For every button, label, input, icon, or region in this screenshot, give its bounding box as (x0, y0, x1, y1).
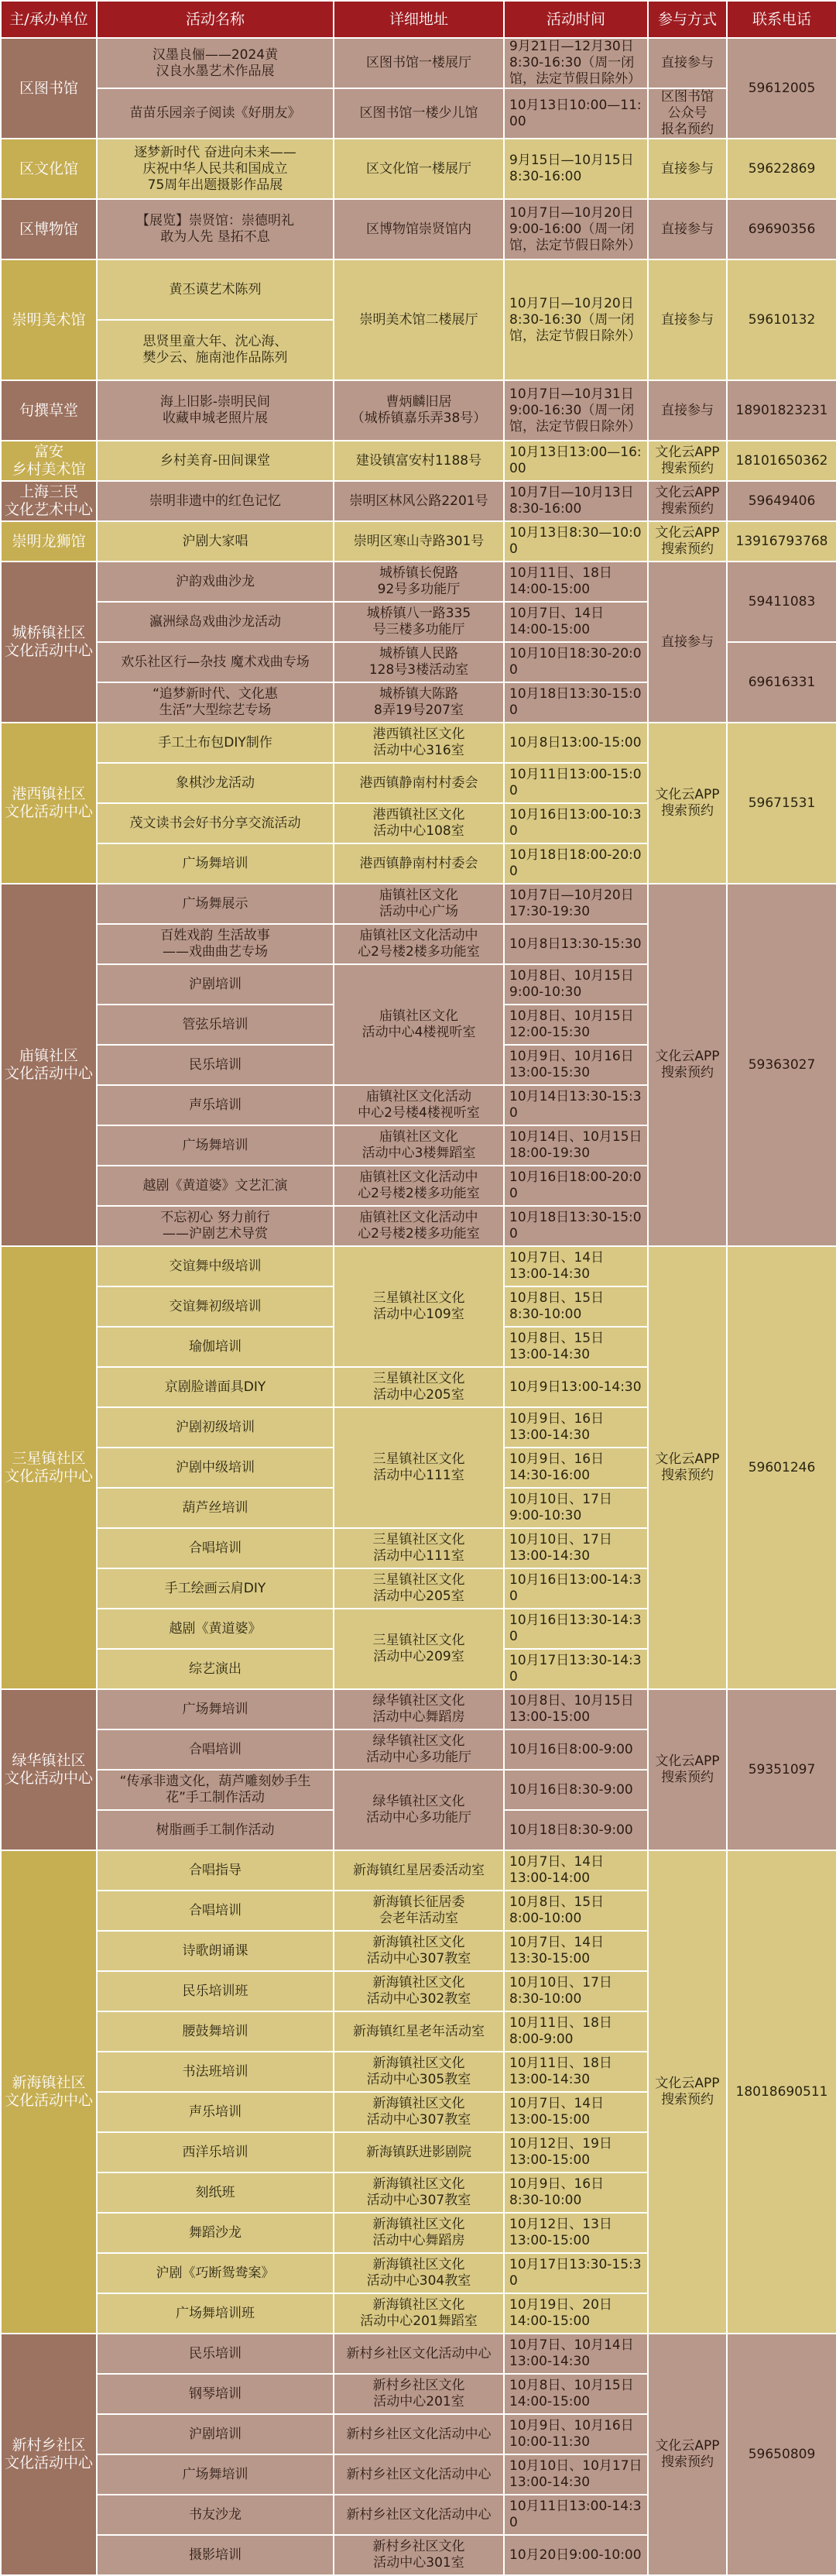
address-cell: 新海镇社区文化 活动中心307教室 (334, 1931, 504, 1971)
method-cell: 文化云APP 搜索预约 (648, 441, 727, 481)
phone-cell: 59351097 (727, 1689, 836, 1850)
activity-name-cell: 腰鼓舞培训 (97, 2011, 334, 2052)
time-cell: 10月8日、10月15日 13:00-15:00 (504, 1689, 648, 1729)
activity-name-cell: 逐梦新时代 奋进向未来—— 庆祝中华人民共和国成立 75周年出题摄影作品展 (97, 139, 334, 199)
time-cell: 10月12日、19日 13:00-15:00 (504, 2132, 648, 2172)
phone-cell: 13916793768 (727, 521, 836, 562)
header-phone: 联系电话 (727, 1, 836, 38)
address-cell: 庙镇社区文化 活动中心广场 (334, 884, 504, 924)
activity-name-cell: “追梦新时代、文化惠 生活”大型综艺专场 (97, 682, 334, 723)
activity-name-cell: 合唱指导 (97, 1850, 334, 1891)
time-cell: 10月7日—10月20日 9:00-16:00（周一闭 馆，法定节假日除外） (504, 199, 648, 259)
activity-name-cell: 综艺演出 (97, 1649, 334, 1689)
activity-name-cell: 黄丕谟艺术陈列 (97, 259, 334, 320)
header-time: 活动时间 (504, 1, 648, 38)
activity-name-cell: 沪剧培训 (97, 964, 334, 1005)
address-cell: 区图书馆一楼少儿馆 (334, 88, 504, 139)
address-cell: 三星镇社区文化 活动中心109室 (334, 1246, 504, 1367)
organizer-cell: 句撰草堂 (1, 380, 97, 441)
activity-name-cell: 崇明非遗中的红色记忆 (97, 481, 334, 521)
time-cell: 10月11日、18日 13:00-14:30 (504, 2052, 648, 2092)
activity-name-cell: 诗歌朗诵课 (97, 1931, 334, 1971)
method-cell: 直接参与 (648, 139, 727, 199)
address-cell: 港西镇静南村村委会 (334, 763, 504, 803)
table-row (1, 1850, 836, 1891)
address-cell: 庙镇社区文化 活动中心3楼舞蹈室 (334, 1125, 504, 1166)
phone-cell: 69616331 (727, 642, 836, 723)
time-cell: 10月7日、14日 13:00-14:30 (504, 1246, 648, 1286)
table-row (1, 562, 836, 602)
header-address: 详细地址 (334, 1, 504, 38)
time-cell: 10月11日、18日 8:00-9:00 (504, 2011, 648, 2052)
time-cell: 10月9日、10月16日 13:00-15:30 (504, 1045, 648, 1085)
time-cell: 10月11日13:00-15:00 (504, 763, 648, 803)
activity-name-cell: 葫芦丝培训 (97, 1488, 334, 1528)
time-cell: 10月8日、15日 8:30-10:00 (504, 1286, 648, 1327)
address-cell: 新海镇社区文化 活动中心302教室 (334, 1971, 504, 2011)
address-cell: 新海镇跃进影剧院 (334, 2132, 504, 2172)
time-cell: 10月7日、14日 13:30-15:00 (504, 1931, 648, 1971)
address-cell: 新海镇社区文化 活动中心舞蹈房 (334, 2213, 504, 2253)
activity-name-cell: 交谊舞中级培训 (97, 1246, 334, 1286)
table-row (1, 723, 836, 763)
time-cell: 9月21日—12月30日 8:30-16:30（周一闭 馆，法定节假日除外） (504, 38, 648, 88)
address-cell: 新村乡社区文化 活动中心201室 (334, 2374, 504, 2414)
activity-name-cell: 广场舞培训 (97, 843, 334, 884)
activity-name-cell: 民乐培训 (97, 1045, 334, 1085)
activity-name-cell: 声乐培训 (97, 1085, 334, 1125)
activity-name-cell: 沪剧培训 (97, 2414, 334, 2454)
time-cell: 10月19日、20日 14:00-15:00 (504, 2293, 648, 2334)
time-cell: 10月9日13:00-14:30 (504, 1367, 648, 1407)
method-cell: 文化云APP 搜索预约 (648, 1689, 727, 1850)
method-cell: 文化云APP 搜索预约 (648, 521, 727, 562)
method-cell: 直接参与 (648, 199, 727, 259)
table-header-row (1, 1, 836, 38)
time-cell: 10月7日、10月14日 13:00-14:30 (504, 2334, 648, 2374)
address-cell: 新海镇社区文化 活动中心201舞蹈室 (334, 2293, 504, 2334)
method-cell: 文化云APP 搜索预约 (648, 2334, 727, 2575)
time-cell: 10月7日—10月20日 8:30-16:30（周一闭 馆，法定节假日除外） (504, 259, 648, 380)
activity-name-cell: 茂文读书会好书分享交流活动 (97, 803, 334, 843)
method-cell: 文化云APP 搜索预约 (648, 1850, 727, 2334)
time-cell: 10月13日13:00—16:00 (504, 441, 648, 481)
time-cell: 10月9日、16日 8:30-10:00 (504, 2172, 648, 2213)
time-cell: 10月20日9:00-10:00 (504, 2535, 648, 2575)
activity-name-cell: 京剧脸谱面具DIY (97, 1367, 334, 1407)
activity-name-cell: 乡村美育-田间课堂 (97, 441, 334, 481)
header-activity-name: 活动名称 (97, 1, 334, 38)
address-cell: 新村乡社区文化活动中心 (334, 2454, 504, 2495)
time-cell: 10月10日、17日 9:00-10:30 (504, 1488, 648, 1528)
address-cell: 庙镇社区文化 活动中心4楼视听室 (334, 964, 504, 1085)
activity-name-cell: 声乐培训 (97, 2092, 334, 2132)
phone-cell: 18018690511 (727, 1850, 836, 2334)
time-cell: 10月9日、10月16日 10:00-11:30 (504, 2414, 648, 2454)
phone-cell: 59650809 (727, 2334, 836, 2575)
address-cell: 三星镇社区文化 活动中心209室 (334, 1609, 504, 1689)
method-cell: 直接参与 (648, 38, 727, 88)
time-cell: 10月16日8:30-9:00 (504, 1770, 648, 1810)
table-row (1, 88, 836, 139)
activity-name-cell: 合唱培训 (97, 1729, 334, 1770)
time-cell: 10月8日、10月15日 12:00-15:30 (504, 1005, 648, 1045)
method-cell: 文化云APP 搜索预约 (648, 884, 727, 1246)
activity-name-cell: 不忘初心 努力前行 ——沪剧艺术导赏 (97, 1206, 334, 1246)
table-row (1, 1689, 836, 1729)
table-row (1, 2334, 836, 2374)
time-cell: 10月10日、17日 13:00-14:30 (504, 1528, 648, 1568)
activity-name-cell: 【展览】崇贤馆：崇德明礼 敢为人先 垦拓不息 (97, 199, 334, 259)
address-cell: 新海镇社区文化 活动中心307教室 (334, 2092, 504, 2132)
address-cell: 区图书馆一楼展厅 (334, 38, 504, 88)
address-cell: 建设镇富安村1188号 (334, 441, 504, 481)
activity-name-cell: 广场舞培训班 (97, 2293, 334, 2334)
organizer-cell: 富安 乡村美术馆 (1, 441, 97, 481)
activity-name-cell: 舞蹈沙龙 (97, 2213, 334, 2253)
activity-name-cell: 管弦乐培训 (97, 1005, 334, 1045)
time-cell: 10月7日、14日 13:00-15:00 (504, 2092, 648, 2132)
activity-name-cell: 百姓戏韵 生活故事 ——戏曲曲艺专场 (97, 924, 334, 964)
address-cell: 港西镇社区文化 活动中心316室 (334, 723, 504, 763)
activity-name-cell: 瀛洲绿岛戏曲沙龙活动 (97, 602, 334, 642)
phone-cell: 59411083 (727, 562, 836, 642)
time-cell: 10月18日13:30-15:00 (504, 682, 648, 723)
phone-cell: 59649406 (727, 481, 836, 521)
organizer-cell: 区图书馆 (1, 38, 97, 139)
address-cell: 庙镇社区文化活动中 心2号楼2楼多功能室 (334, 1166, 504, 1206)
activity-name-cell: 广场舞展示 (97, 884, 334, 924)
address-cell: 新海镇社区文化 活动中心304教室 (334, 2253, 504, 2293)
time-cell: 10月7日、14日 14:00-15:00 (504, 602, 648, 642)
time-cell: 10月17日13:30-15:30 (504, 2253, 648, 2293)
address-cell: 港西镇社区文化 活动中心108室 (334, 803, 504, 843)
time-cell: 10月10日18:30-20:00 (504, 642, 648, 682)
time-cell: 10月13日8:30—10:00 (504, 521, 648, 562)
time-cell: 10月16日18:00-20:00 (504, 1166, 648, 1206)
organizer-cell: 港西镇社区 文化活动中心 (1, 723, 97, 884)
phone-cell: 59622869 (727, 139, 836, 199)
address-cell: 新海镇社区文化 活动中心305教室 (334, 2052, 504, 2092)
time-cell: 10月14日、10月15日 18:00-19:30 (504, 1125, 648, 1166)
time-cell: 10月16日8:00-9:00 (504, 1729, 648, 1770)
activity-name-cell: “传承非遗文化，葫芦雕刻妙手生 花”手工制作活动 (97, 1770, 334, 1810)
address-cell: 绿华镇社区文化 活动中心多功能厅 (334, 1770, 504, 1850)
method-cell: 直接参与 (648, 259, 727, 380)
time-cell: 10月12日、13日 13:00-15:00 (504, 2213, 648, 2253)
time-cell: 10月11日13:00-14:30 (504, 2495, 648, 2535)
activity-name-cell: 广场舞培训 (97, 1125, 334, 1166)
activity-name-cell: 苗苗乐园亲子阅读《好朋友》 (97, 88, 334, 139)
time-cell: 10月16日13:00-14:30 (504, 1568, 648, 1609)
method-cell: 区图书馆 公众号 报名预约 (648, 88, 727, 139)
time-cell: 10月17日13:30-14:30 (504, 1649, 648, 1689)
method-cell: 文化云APP 搜索预约 (648, 481, 727, 521)
address-cell: 庙镇社区文化活动中 心2号楼2楼多功能室 (334, 924, 504, 964)
organizer-cell: 新海镇社区 文化活动中心 (1, 1850, 97, 2334)
time-cell: 10月7日—10月31日 9:00-16:30（周一闭 馆，法定节假日除外） (504, 380, 648, 441)
organizer-cell: 三星镇社区 文化活动中心 (1, 1246, 97, 1689)
method-cell: 文化云APP 搜索预约 (648, 1246, 727, 1689)
address-cell: 城桥镇大陈路 8弄19号207室 (334, 682, 504, 723)
organizer-cell: 绿华镇社区 文化活动中心 (1, 1689, 97, 1850)
address-cell: 三星镇社区文化 活动中心111室 (334, 1528, 504, 1568)
activity-name-cell: 书法班培训 (97, 2052, 334, 2092)
address-cell: 新村乡社区文化活动中心 (334, 2414, 504, 2454)
time-cell: 10月8日、10月15日 14:00-15:00 (504, 2374, 648, 2414)
phone-cell: 69690356 (727, 199, 836, 259)
table-row (1, 139, 836, 199)
time-cell: 10月11日、18日 14:00-15:00 (504, 562, 648, 602)
address-cell: 崇明区寒山寺路301号 (334, 521, 504, 562)
table-row (1, 259, 836, 320)
table-row (1, 199, 836, 259)
activity-name-cell: 广场舞培训 (97, 1689, 334, 1729)
address-cell: 绿华镇社区文化 活动中心舞蹈房 (334, 1689, 504, 1729)
activity-name-cell: 海上旧影-崇明民间 收藏申城老照片展 (97, 380, 334, 441)
table-row (1, 380, 836, 441)
activity-name-cell: 手工绘画云肩DIY (97, 1568, 334, 1609)
address-cell: 曹炳麟旧居 （城桥镇嘉乐弄38号） (334, 380, 504, 441)
activity-name-cell: 沪韵戏曲沙龙 (97, 562, 334, 602)
method-cell: 直接参与 (648, 380, 727, 441)
time-cell: 9月15日—10月15日 8:30-16:00 (504, 139, 648, 199)
organizer-cell: 上海三民 文化艺术中心 (1, 481, 97, 521)
method-cell: 文化云APP 搜索预约 (648, 723, 727, 884)
address-cell: 区文化馆一楼展厅 (334, 139, 504, 199)
address-cell: 崇明美术馆二楼展厅 (334, 259, 504, 380)
address-cell: 庙镇社区文化活动 中心2号楼4楼视听室 (334, 1085, 504, 1125)
activity-name-cell: 越剧《黄道婆》 (97, 1609, 334, 1649)
time-cell: 10月7日—10月20日 17:30-19:30 (504, 884, 648, 924)
time-cell: 10月8日、15日 8:00-10:00 (504, 1891, 648, 1931)
table-row (1, 1246, 836, 1286)
time-cell: 10月18日13:30-15:00 (504, 1206, 648, 1246)
time-cell: 10月8日13:00-15:00 (504, 723, 648, 763)
activity-name-cell: 刻纸班 (97, 2172, 334, 2213)
phone-cell: 59601246 (727, 1246, 836, 1689)
address-cell: 新海镇长征居委 会老年活动室 (334, 1891, 504, 1931)
table-row (1, 441, 836, 481)
phone-cell: 18901823231 (727, 380, 836, 441)
activity-name-cell: 西洋乐培训 (97, 2132, 334, 2172)
time-cell: 10月18日18:00-20:00 (504, 843, 648, 884)
time-cell: 10月7日、14日 13:00-14:00 (504, 1850, 648, 1891)
organizer-cell: 崇明龙狮馆 (1, 521, 97, 562)
address-cell: 港西镇静南村村委会 (334, 843, 504, 884)
address-cell: 三星镇社区文化 活动中心111室 (334, 1407, 504, 1528)
time-cell: 10月8日、15日 13:00-14:30 (504, 1327, 648, 1367)
time-cell: 10月14日13:30-15:30 (504, 1085, 648, 1125)
activity-name-cell: 沪剧中级培训 (97, 1448, 334, 1488)
address-cell: 区博物馆崇贤馆内 (334, 199, 504, 259)
time-cell: 10月8日13:30-15:30 (504, 924, 648, 964)
activity-name-cell: 沪剧大家唱 (97, 521, 334, 562)
address-cell: 新海镇社区文化 活动中心307教室 (334, 2172, 504, 2213)
organizer-cell: 庙镇社区 文化活动中心 (1, 884, 97, 1246)
activity-name-cell: 沪剧《巧断鸳鸯案》 (97, 2253, 334, 2293)
activity-name-cell: 书友沙龙 (97, 2495, 334, 2535)
organizer-cell: 区博物馆 (1, 199, 97, 259)
activity-name-cell: 摄影培训 (97, 2535, 334, 2575)
table-row (1, 38, 836, 88)
address-cell: 庙镇社区文化活动中 心2号楼2楼多功能室 (334, 1206, 504, 1246)
table-row (1, 521, 836, 562)
time-cell: 10月13日10:00—11:00 (504, 88, 648, 139)
address-cell: 三星镇社区文化 活动中心205室 (334, 1568, 504, 1609)
activity-name-cell: 思贤里童大年、沈心海、 樊少云、施南池作品陈列 (97, 320, 334, 380)
activity-name-cell: 瑜伽培训 (97, 1327, 334, 1367)
time-cell: 10月16日13:00-10:30 (504, 803, 648, 843)
activity-name-cell: 民乐培训 (97, 2334, 334, 2374)
organizer-cell: 崇明美术馆 (1, 259, 97, 380)
header-method: 参与方式 (648, 1, 727, 38)
address-cell: 绿华镇社区文化 活动中心多功能厅 (334, 1729, 504, 1770)
phone-cell: 18101650362 (727, 441, 836, 481)
activity-name-cell: 交谊舞初级培训 (97, 1286, 334, 1327)
organizer-cell: 区文化馆 (1, 139, 97, 199)
time-cell: 10月10日、17日 8:30-10:00 (504, 1971, 648, 2011)
time-cell: 10月9日、16日 14:30-16:00 (504, 1448, 648, 1488)
method-cell: 直接参与 (648, 562, 727, 723)
address-cell: 城桥镇人民路 128号3楼活动室 (334, 642, 504, 682)
phone-cell: 59363027 (727, 884, 836, 1246)
activity-name-cell: 树脂画手工制作活动 (97, 1810, 334, 1850)
address-cell: 城桥镇八一路335 号三楼多功能厅 (334, 602, 504, 642)
address-cell: 新海镇红星老年活动室 (334, 2011, 504, 2052)
activity-name-cell: 手工土布包DIY制作 (97, 723, 334, 763)
header-unit: 主/承办单位 (1, 1, 97, 38)
table-row (1, 884, 836, 924)
activity-name-cell: 广场舞培训 (97, 2454, 334, 2495)
address-cell: 新村乡社区文化活动中心 (334, 2495, 504, 2535)
time-cell: 10月16日13:30-14:30 (504, 1609, 648, 1649)
time-cell: 10月7日—10月13日 8:30-16:00 (504, 481, 648, 521)
activity-name-cell: 钢琴培训 (97, 2374, 334, 2414)
organizer-cell: 新村乡社区 文化活动中心 (1, 2334, 97, 2575)
time-cell: 10月9日、16日 13:00-14:30 (504, 1407, 648, 1448)
activity-name-cell: 沪剧初级培训 (97, 1407, 334, 1448)
address-cell: 新村乡社区文化活动中心 (334, 2334, 504, 2374)
address-cell: 三星镇社区文化 活动中心205室 (334, 1367, 504, 1407)
activity-name-cell: 欢乐社区行—杂技 魔术戏曲专场 (97, 642, 334, 682)
time-cell: 10月10日、10月17日 13:00-14:30 (504, 2454, 648, 2495)
address-cell: 崇明区林风公路2201号 (334, 481, 504, 521)
activity-name-cell: 合唱培训 (97, 1528, 334, 1568)
organizer-cell: 城桥镇社区 文化活动中心 (1, 562, 97, 723)
activity-name-cell: 合唱培训 (97, 1891, 334, 1931)
address-cell: 新海镇红星居委活动室 (334, 1850, 504, 1891)
time-cell: 10月18日8:30-9:00 (504, 1810, 648, 1850)
activity-name-cell: 象棋沙龙活动 (97, 763, 334, 803)
table-row (1, 481, 836, 521)
activity-name-cell: 民乐培训班 (97, 1971, 334, 2011)
phone-cell: 59612005 (727, 38, 836, 139)
phone-cell: 59671531 (727, 723, 836, 884)
time-cell: 10月8日、10月15日 9:00-10:30 (504, 964, 648, 1005)
address-cell: 新村乡社区文化 活动中心301室 (334, 2535, 504, 2575)
activity-name-cell: 越剧《黄道婆》文艺汇演 (97, 1166, 334, 1206)
phone-cell: 59610132 (727, 259, 836, 380)
activity-name-cell: 汉墨良俪——2024黄 汉良水墨艺术作品展 (97, 38, 334, 88)
address-cell: 城桥镇长倪路 92号多功能厅 (334, 562, 504, 602)
